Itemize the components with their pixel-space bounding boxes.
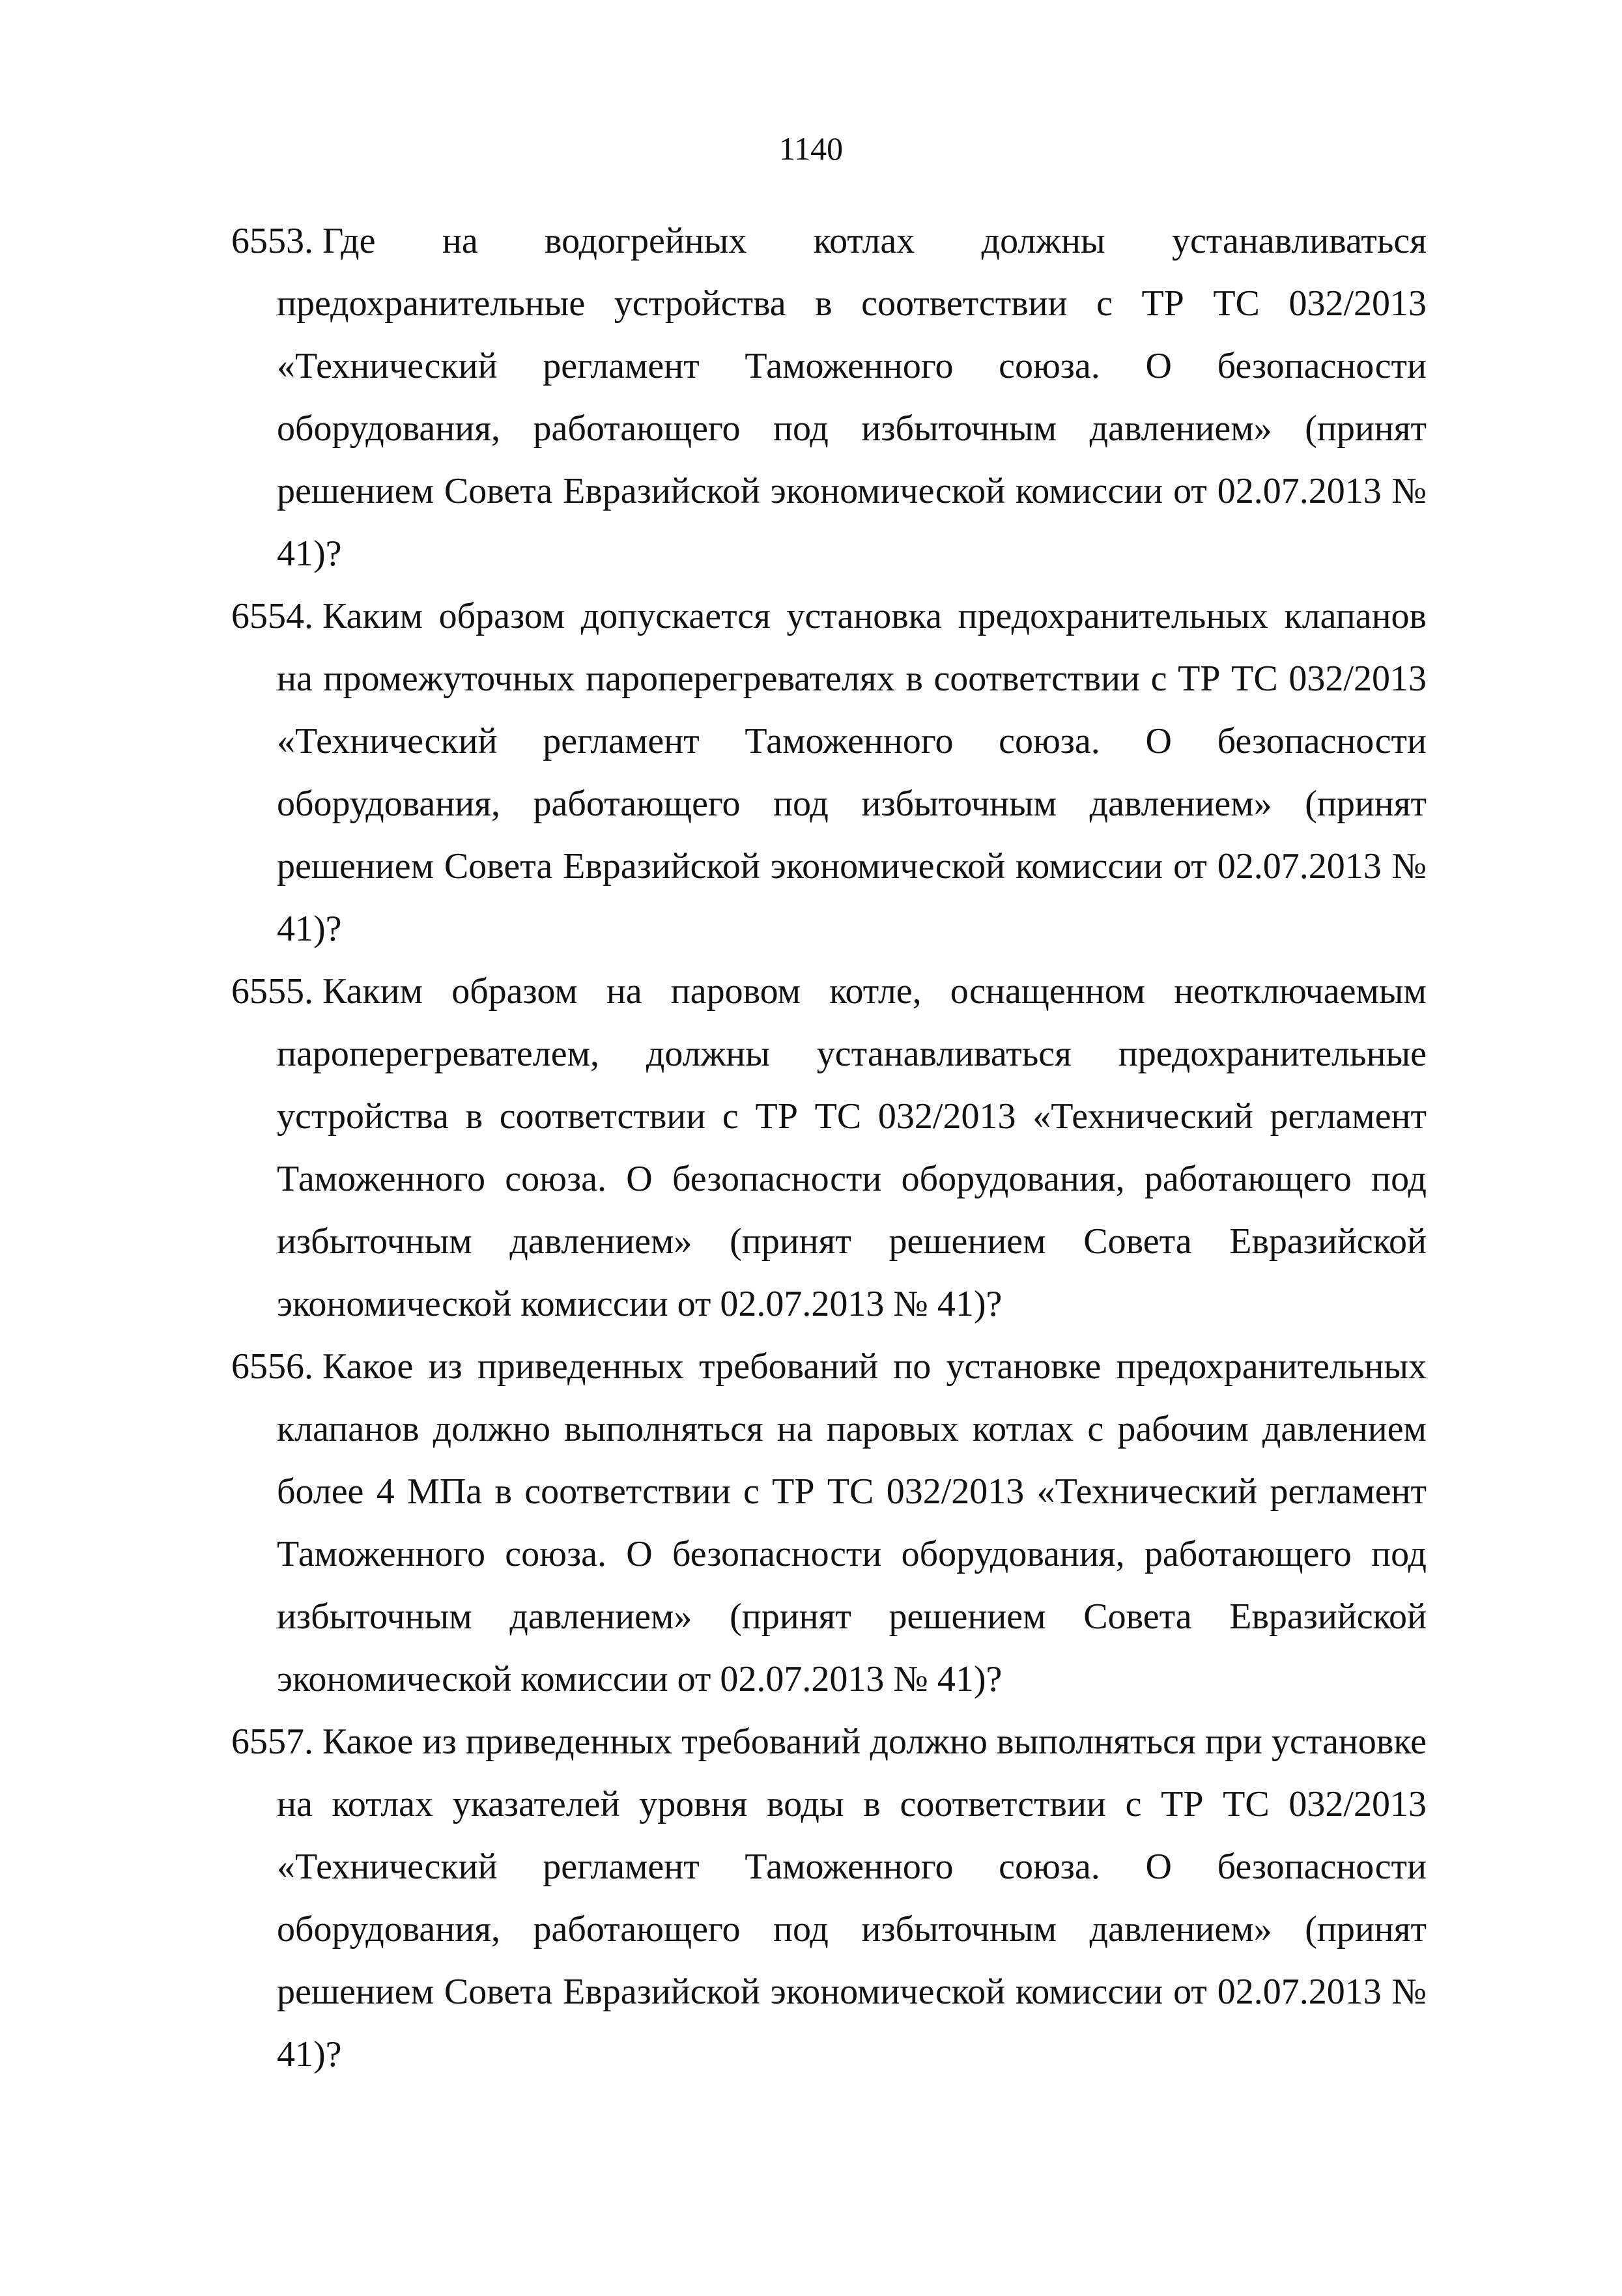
question-number: 6553. [231, 221, 313, 261]
question-item-6553 [231, 210, 1427, 585]
question-number: 6554. [231, 596, 313, 636]
question-text: Какое из приведенных требований должно выполняться при установке на котлах указателей уровня воды в соответствии с ТР ТС 032/2013 «Технический регламент Таможенного союза. О безопасности оборудования, работающего под избыточным давлением» (принят решением Совета Евразийской экономической комиссии от 02.07.2013 № 41)? [277, 1722, 1427, 2075]
question-text: Каким образом допускается установка предохранительных клапанов на промежуточных пароперегревателях в соответствии с ТР ТС 032/2013 «Технический регламент Таможенного союза. О безопасности оборудования, работающего под избыточным давлением» (принят решением Совета Евразийской экономической комиссии от 02.07.2013 № 41)? [277, 596, 1427, 949]
question-item-6557 [231, 1710, 1427, 2086]
question-item-6556 [231, 1335, 1427, 1710]
question-list [231, 210, 1427, 2086]
question-number: 6556. [231, 1346, 313, 1387]
question-text: Какое из приведенных требований по установке предохранительных клапанов должно выполняться на паровых котлах с рабочим давлением более 4 МПа в соответствии с ТР ТС 032/2013 «Технический регламент Таможенного союза. О безопасности оборудования, работающего под избыточным давлением» (принят решением Совета Евразийской экономической комиссии от 02.07.2013 № 41)? [277, 1346, 1427, 1699]
question-number: 6557. [231, 1722, 313, 1762]
question-text: Где на водогрейных котлах должны устанавливаться предохранительные устройства в соответствии с ТР ТС 032/2013 «Технический регламент Таможенного союза. О безопасности оборудования, работающего под избыточным давлением» (принят решением Совета Евразийской экономической комиссии от 02.07.2013 № 41)? [277, 221, 1427, 574]
page-number: 1140 [778, 130, 844, 167]
question-item-6555 [231, 960, 1427, 1335]
question-item-6554 [231, 585, 1427, 960]
question-text: Каким образом на паровом котле, оснащенном неотключаемым пароперегревателем, должны устанавливаться предохранительные устройства в соответствии с ТР ТС 032/2013 «Технический регламент Таможенного союза. О безопасности оборудования, работающего под избыточным давлением» (принят решением Совета Евразийской экономической комиссии от 02.07.2013 № 41)? [277, 971, 1427, 1324]
question-number: 6555. [231, 971, 313, 1012]
